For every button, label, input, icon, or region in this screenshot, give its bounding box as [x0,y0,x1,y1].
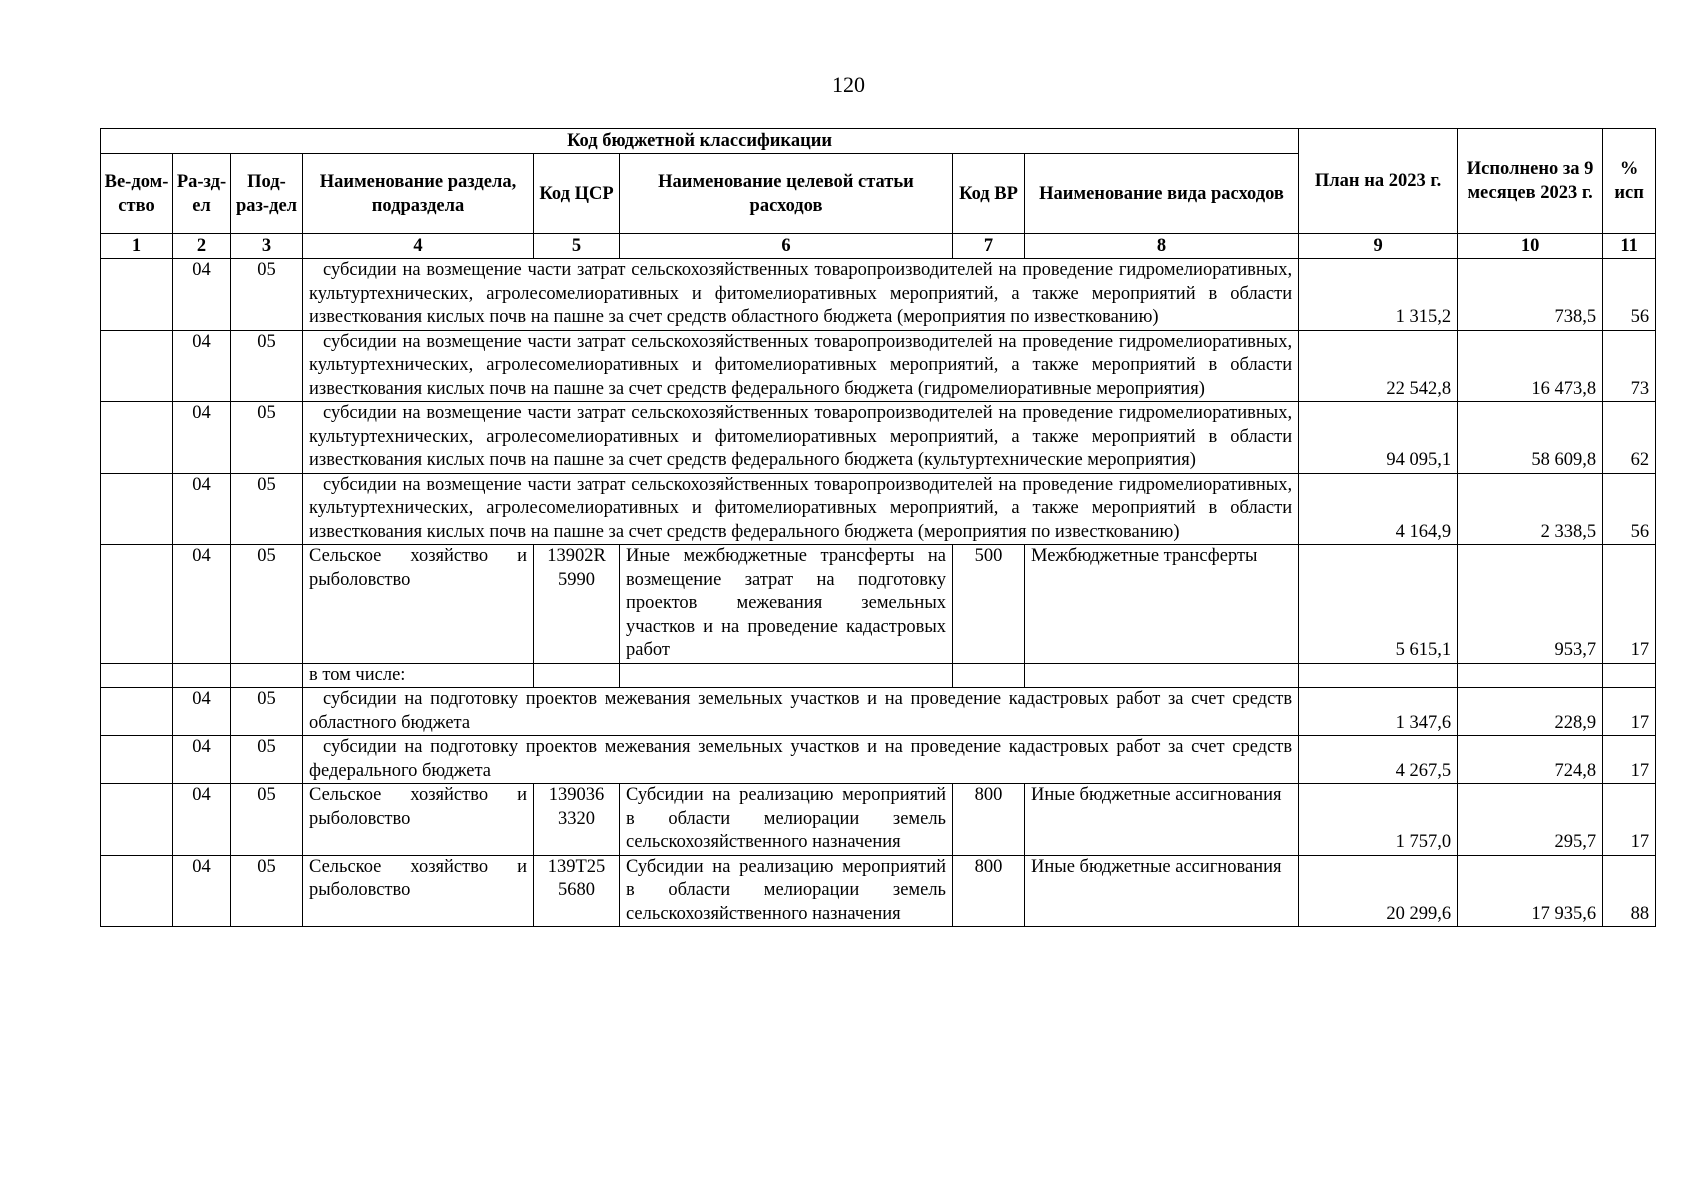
cell-podrazdel: 05 [231,736,303,784]
budget-table [100,128,1656,927]
cell-kod-vr: 500 [953,545,1025,664]
header-razdel-name: Наименование раздела, подраздела [303,154,534,234]
cell-vedomstvo [101,855,173,927]
cell-celevaya: Иные межбюджетные трансферты на возмещение затрат на подготовку проектов межевания земельных участков и на проведение кадастровых работ [620,545,953,664]
cell-podrazdel: 05 [231,259,303,331]
cell-podrazdel [231,663,303,688]
cell-celevaya: Субсидии на реализацию мероприятий в области мелиорации земель сельскохозяйственного назначения [620,855,953,927]
cell-vedomstvo [101,259,173,331]
table-row [101,784,1656,856]
cell-percent: 17 [1603,545,1656,664]
cell-vedomstvo [101,402,173,474]
cell-razdel-name: Сельское хозяйство и рыболовство [303,855,534,927]
cell-done: 16 473,8 [1458,330,1603,402]
cell-description: субсидии на возмещение части затрат сельскохозяйственных товаропроизводителей на проведение гидромелиоративных, культуртехнических, агролесомелиоративных и фитомелиоративных мероприятий, а также мероприятий в области известкования кислых почв на пашне за счет средств федерального бюджета (культуртехнические мероприятия) [303,402,1299,474]
col-number: 5 [534,234,620,259]
cell-percent: 62 [1603,402,1656,474]
cell-vid [1025,663,1299,688]
table-row [101,330,1656,402]
col-number: 6 [620,234,953,259]
table-row [101,545,1656,664]
cell-plan: 5 615,1 [1299,545,1458,664]
cell-kod-vr: 800 [953,855,1025,927]
cell-razdel: 04 [173,688,231,736]
cell-podrazdel: 05 [231,402,303,474]
header-number-row [101,234,1656,259]
cell-plan [1299,663,1458,688]
cell-label: в том числе: [303,663,534,688]
cell-kod-vr: 800 [953,784,1025,856]
cell-vedomstvo [101,663,173,688]
cell-plan: 94 095,1 [1299,402,1458,474]
cell-plan: 4 164,9 [1299,473,1458,545]
cell-percent: 88 [1603,855,1656,927]
cell-done: 738,5 [1458,259,1603,331]
col-number: 10 [1458,234,1603,259]
cell-kod-csr: 139036 3320 [534,784,620,856]
cell-podrazdel: 05 [231,688,303,736]
cell-percent [1603,663,1656,688]
header-plan: План на 2023 г. [1299,129,1458,234]
cell-done: 58 609,8 [1458,402,1603,474]
table-row [101,663,1656,688]
cell-podrazdel: 05 [231,545,303,664]
cell-vedomstvo [101,688,173,736]
cell-podrazdel: 05 [231,855,303,927]
cell-percent: 17 [1603,736,1656,784]
cell-plan: 1 757,0 [1299,784,1458,856]
header-budget-code: Код бюджетной классификации [101,129,1299,154]
header-celevaya: Наименование целевой статьи расходов [620,154,953,234]
cell-razdel: 04 [173,402,231,474]
cell-podrazdel: 05 [231,473,303,545]
table-row [101,736,1656,784]
cell-podrazdel: 05 [231,330,303,402]
cell-percent: 56 [1603,259,1656,331]
col-number: 9 [1299,234,1458,259]
cell-kod-csr [534,663,620,688]
cell-celevaya [620,663,953,688]
cell-plan: 1 347,6 [1299,688,1458,736]
cell-podrazdel: 05 [231,784,303,856]
cell-vedomstvo [101,784,173,856]
cell-kod-csr: 13902R 5990 [534,545,620,664]
cell-done: 17 935,6 [1458,855,1603,927]
cell-razdel-name: Сельское хозяйство и рыболовство [303,784,534,856]
cell-vedomstvo [101,545,173,664]
cell-percent: 17 [1603,688,1656,736]
cell-plan: 1 315,2 [1299,259,1458,331]
cell-description: субсидии на возмещение части затрат сельскохозяйственных товаропроизводителей на проведение гидромелиоративных, культуртехнических, агролесомелиоративных и фитомелиоративных мероприятий, а также мероприятий в области известкования кислых почв на пашне за счет средств областного бюджета (мероприятия по известкованию) [303,259,1299,331]
cell-done: 228,9 [1458,688,1603,736]
cell-kod-csr: 139T25 5680 [534,855,620,927]
page-number: 120 [832,72,865,97]
cell-razdel: 04 [173,855,231,927]
table-row [101,402,1656,474]
cell-razdel: 04 [173,736,231,784]
col-number: 7 [953,234,1025,259]
header-razdel: Ра-зд-ел [173,154,231,234]
header-vid: Наименование вида расходов [1025,154,1299,234]
col-number: 2 [173,234,231,259]
cell-done: 2 338,5 [1458,473,1603,545]
cell-description: субсидии на подготовку проектов межевания земельных участков и на проведение кадастровых работ за счет средств федерального бюджета [303,736,1299,784]
cell-plan: 22 542,8 [1299,330,1458,402]
header-podrazdel: Под-раз-дел [231,154,303,234]
cell-percent: 73 [1603,330,1656,402]
header-done: Исполнено за 9 месяцев 2023 г. [1458,129,1603,234]
cell-done [1458,663,1603,688]
cell-plan: 20 299,6 [1299,855,1458,927]
table-row [101,473,1656,545]
cell-percent: 17 [1603,784,1656,856]
header-group-row [101,129,1656,154]
cell-razdel: 04 [173,330,231,402]
col-number: 11 [1603,234,1656,259]
cell-razdel-name: Сельское хозяйство и рыболовство [303,545,534,664]
header-kod-csr: Код ЦСР [534,154,620,234]
cell-kod-vr [953,663,1025,688]
cell-razdel: 04 [173,259,231,331]
cell-done: 953,7 [1458,545,1603,664]
cell-razdel [173,663,231,688]
header-percent: % исп [1603,129,1656,234]
table-row [101,855,1656,927]
col-number: 8 [1025,234,1299,259]
cell-razdel: 04 [173,784,231,856]
table-row [101,688,1656,736]
cell-vedomstvo [101,330,173,402]
col-number: 1 [101,234,173,259]
cell-vedomstvo [101,473,173,545]
cell-done: 724,8 [1458,736,1603,784]
cell-vid: Иные бюджетные ассигнования [1025,784,1299,856]
cell-done: 295,7 [1458,784,1603,856]
table-row [101,259,1656,331]
cell-celevaya: Субсидии на реализацию мероприятий в области мелиорации земель сельскохозяйственного назначения [620,784,953,856]
cell-vid: Иные бюджетные ассигнования [1025,855,1299,927]
cell-plan: 4 267,5 [1299,736,1458,784]
col-number: 4 [303,234,534,259]
cell-vedomstvo [101,736,173,784]
cell-description: субсидии на возмещение части затрат сельскохозяйственных товаропроизводителей на проведение гидромелиоративных, культуртехнических, агролесомелиоративных и фитомелиоративных мероприятий, а также мероприятий в области известкования кислых почв на пашне за счет средств федерального бюджета (гидромелиоративные мероприятия) [303,330,1299,402]
cell-percent: 56 [1603,473,1656,545]
header-vedomstvo: Ве-дом-ство [101,154,173,234]
cell-vid: Межбюджетные трансферты [1025,545,1299,664]
header-kod-vr: Код ВР [953,154,1025,234]
cell-razdel: 04 [173,473,231,545]
cell-razdel: 04 [173,545,231,664]
cell-description: субсидии на подготовку проектов межевания земельных участков и на проведение кадастровых работ за счет средств областного бюджета [303,688,1299,736]
col-number: 3 [231,234,303,259]
cell-description: субсидии на возмещение части затрат сельскохозяйственных товаропроизводителей на проведение гидромелиоративных, культуртехнических, агролесомелиоративных и фитомелиоративных мероприятий, а также мероприятий в области известкования кислых почв на пашне за счет средств федерального бюджета (мероприятия по известкованию) [303,473,1299,545]
